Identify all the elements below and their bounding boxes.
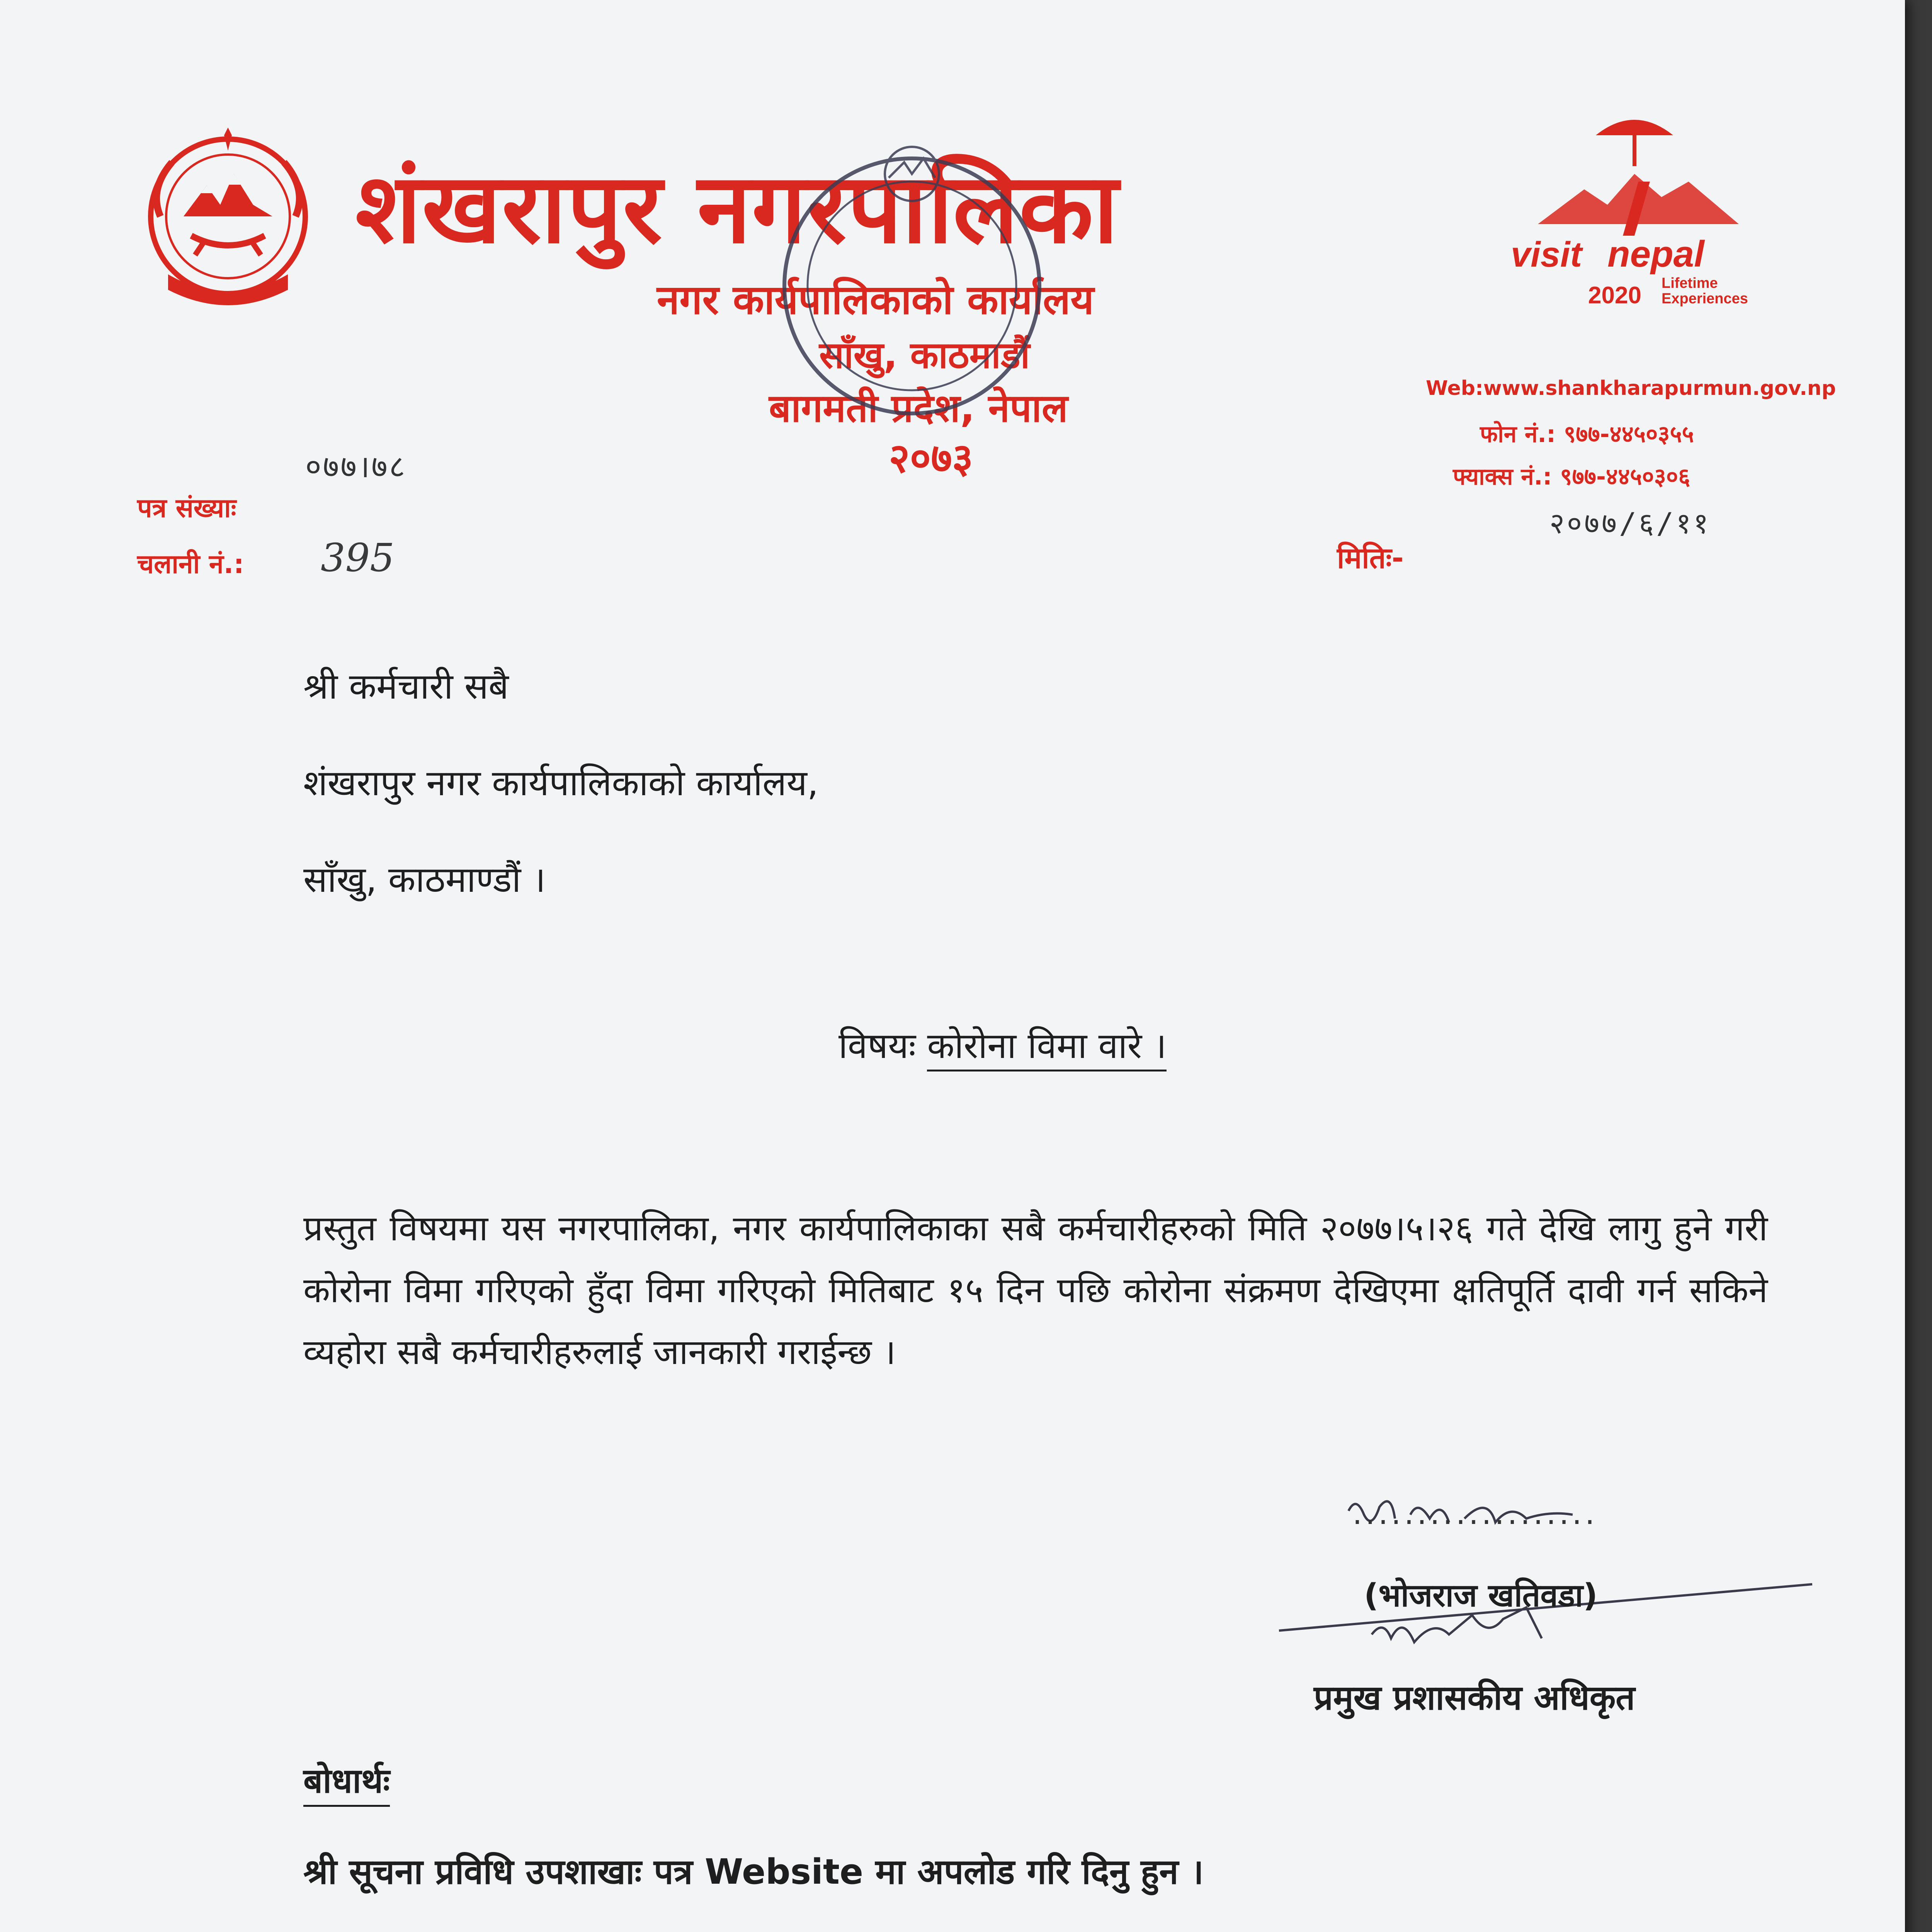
office-name: नगर कार्यपालिकाको कार्यालय [657, 276, 1094, 323]
visit-logo-tagline-1: Lifetime [1662, 275, 1718, 291]
cc-line: श्री सूचना प्रविधि उपशाखाः पत्र Website मा अपलोड गरि दिनु हुन । [303, 1852, 1204, 1892]
address-line-2: बागमती प्रदेश, नेपाल [769, 386, 1068, 431]
subject-text: कोरोना विमा वारे । [927, 1025, 1167, 1071]
date-label: मितिः- [1337, 541, 1404, 575]
signatory-designation: प्रमुख प्रशासकीय अधिकृत [1314, 1678, 1635, 1718]
municipality-name-heading: शंखरापुर नगरपालिका [355, 152, 1119, 265]
fiscal-year-value: ०७७।७८ [305, 449, 407, 485]
dispatch-number-label: चलानी नं.: [137, 549, 244, 580]
visit-logo-nepal-text: nepal [1607, 233, 1704, 275]
office-seal-stamp [742, 128, 1082, 444]
phone-text: फोन नं.: ९७७-४४५०३५५ [1480, 421, 1694, 448]
nepal-emblem-icon [137, 128, 319, 321]
address-line-1: साँखु, काठमाडौं [819, 334, 1030, 377]
signatory-name: (भोजराज खतिवडा) [1364, 1577, 1598, 1614]
visit-logo-year-text: 2020 [1588, 282, 1641, 309]
website-text: Web:www.shankharapurmun.gov.np [1426, 377, 1836, 400]
fax-text: फ्याक्स नं.: ९७७-४४५०३०६ [1453, 463, 1690, 490]
reference-number-label: पत्र संख्याः [137, 493, 236, 524]
recipient-line-1: श्री कर्मचारी सबै [303, 666, 509, 707]
body-paragraph: प्रस्तुत विषयमा यस नगरपालिका, नगर कार्यपालिकाका सबै कर्मचारीहरुको मिति २०७७।५।२६ गते देखि लागु हुने गरी कोरोना विमा गरिएको हुँदा विमा गरिएको मितिबाट १५ दिन पछि कोरोना संक्रमण देखिएमा क्षतिपूर्ति दावी गर्न सकिने व्यहोरा सबै कर्मचारीहरुलाई जानकारी गराईन्छ । [303, 1208, 1768, 1372]
visit-logo-visit-text: visit [1511, 235, 1582, 274]
visit-nepal-2020-logo [1507, 108, 1770, 317]
subject-label: विषयः [838, 1025, 916, 1066]
subject-line [838, 1020, 1167, 1068]
date-value: २०७७/६/११ [1549, 506, 1711, 540]
recipient-line-3: साँखु, काठमाण्डौं । [303, 859, 546, 900]
cc-heading: बोधार्थः [303, 1756, 390, 1807]
signature-dotted-line: ................... [1352, 1495, 1598, 1531]
establishment-year: २०७३ [889, 435, 973, 482]
dispatch-number-value: 395 [321, 535, 395, 580]
recipient-line-2: शंखरापुर नगर कार्यपालिकाको कार्यालय, [303, 762, 819, 804]
visit-logo-tagline-2: Experiences [1662, 291, 1748, 307]
